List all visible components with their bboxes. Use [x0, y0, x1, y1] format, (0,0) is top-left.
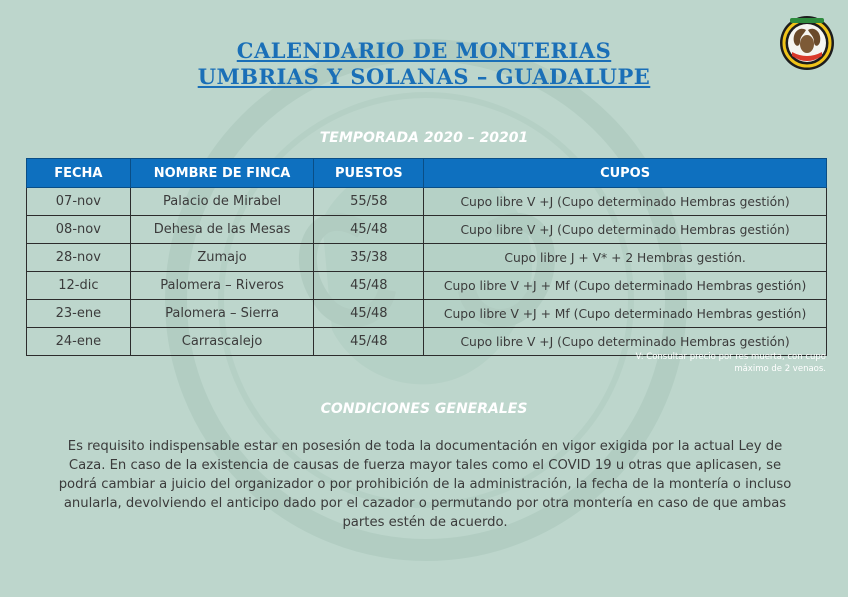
cell-finca: Zumajo	[130, 244, 314, 272]
cell-finca: Palomera – Riveros	[130, 272, 314, 300]
cell-finca: Palomera – Sierra	[130, 300, 314, 328]
cell-fecha: 23-ene	[27, 300, 131, 328]
cell-puestos: 35/38	[314, 244, 424, 272]
cell-cupos: Cupo libre V +J + Mf (Cupo determinado Hembras gestión)	[424, 272, 827, 300]
cell-fecha: 28-nov	[27, 244, 131, 272]
conditions-paragraph: Es requisito indispensable estar en posesión de toda la documentación en vigor exigida por la actual Ley de Caza. En caso de la existencia de causas de fuerza mayor tales como el COVID 19 u otras que aplicasen, se podrá cambiar a juicio del organizador o por prohibición de la administración, la fecha de la montería o incluso anularla, devolviendo el anticipo dado por el cazador o permutando por otra montería en caso de que ambas partes estén de acuerdo.	[58, 439, 792, 530]
page-title-line1: CALENDARIO DE MONTERIAS	[236, 38, 612, 63]
cell-puestos: 45/48	[314, 300, 424, 328]
table-row	[27, 272, 827, 300]
cell-fecha: 07-nov	[27, 188, 131, 216]
season-heading: TEMPORADA 2020 – 20201	[319, 130, 529, 146]
cell-cupos: Cupo libre V +J (Cupo determinado Hembras gestión)	[424, 328, 827, 356]
table-row	[27, 300, 827, 328]
footnote-line2: máximo de 2 venaos.	[734, 364, 826, 374]
cell-cupos: Cupo libre V +J (Cupo determinado Hembras gestión)	[424, 188, 827, 216]
footnote-line1: V: Consultar precio por res muerta, con cupo	[635, 352, 826, 362]
column-header-fecha: FECHA	[27, 159, 131, 188]
cell-cupos: Cupo libre J + V* + 2 Hembras gestión.	[424, 244, 827, 272]
cell-finca: Palacio de Mirabel	[130, 188, 314, 216]
cell-cupos: Cupo libre V +J + Mf (Cupo determinado Hembras gestión)	[424, 300, 827, 328]
column-header-puestos: PUESTOS	[314, 159, 424, 188]
conditions-heading: CONDICIONES GENERALES	[320, 401, 528, 417]
column-header-finca: NOMBRE DE FINCA	[130, 159, 314, 188]
table-row	[27, 188, 827, 216]
page-title-line2: UMBRIAS Y SOLANAS – GUADALUPE	[197, 64, 651, 89]
cell-finca: Carrascalejo	[130, 328, 314, 356]
table-row	[27, 216, 827, 244]
cell-fecha: 24-ene	[27, 328, 131, 356]
cell-fecha: 12-dic	[27, 272, 131, 300]
cell-puestos: 55/58	[314, 188, 424, 216]
table-row	[27, 244, 827, 272]
cell-puestos: 45/48	[314, 216, 424, 244]
cell-puestos: 45/48	[314, 272, 424, 300]
cell-puestos: 45/48	[314, 328, 424, 356]
cell-fecha: 08-nov	[27, 216, 131, 244]
cell-finca: Dehesa de las Mesas	[130, 216, 314, 244]
table-footnote	[566, 351, 826, 375]
hunts-calendar-table	[26, 158, 827, 356]
cell-cupos: Cupo libre V +J (Cupo determinado Hembras gestión)	[424, 216, 827, 244]
table-header-row	[27, 159, 827, 188]
column-header-cupos: CUPOS	[424, 159, 827, 188]
